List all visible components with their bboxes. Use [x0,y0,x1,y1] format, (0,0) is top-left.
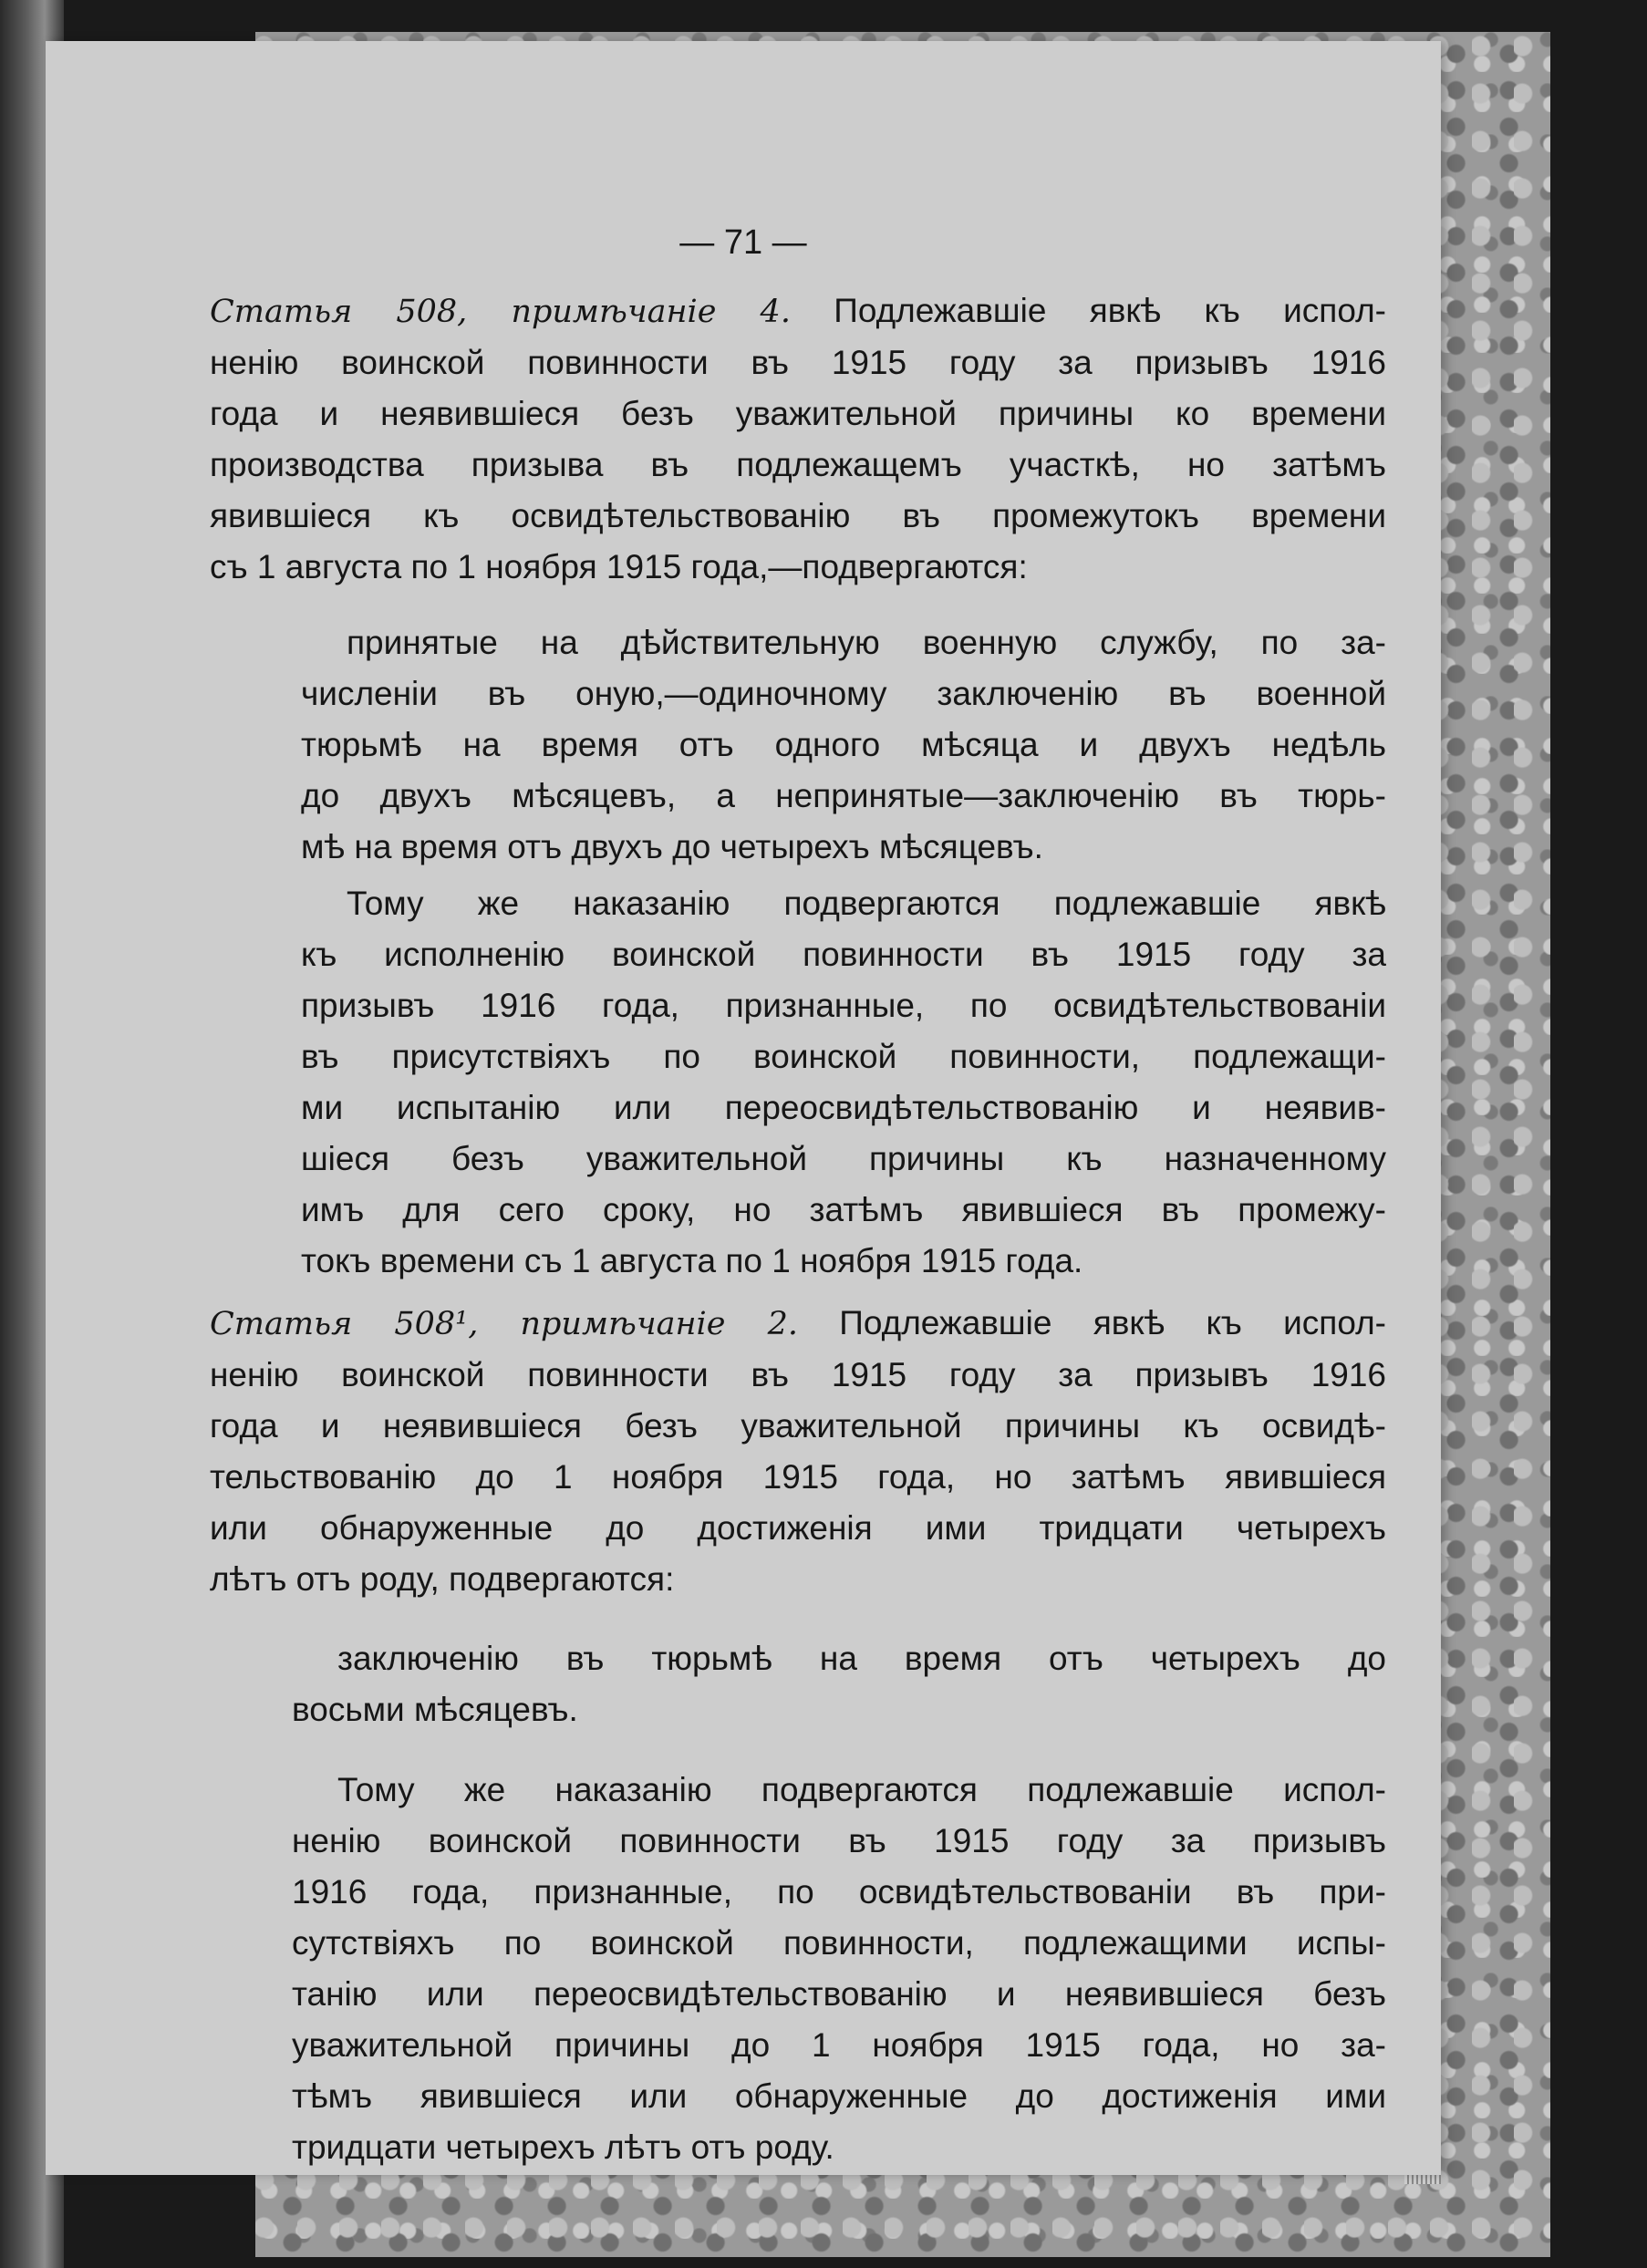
text-line: явившіеся къ освидѣтельствованію въ промежутокъ времени [210,497,1386,534]
prison-term-paragraph [292,1633,1386,1735]
article-508-1-paragraph [210,1298,1386,1605]
text-line: ненію воинской повинности въ 1915 году за призывъ [292,1822,1386,1859]
text-line: ми испытанію или переосвидѣтельствованію и неявив- [301,1089,1386,1126]
text-line: танію или переосвидѣтельствованію и неявившіеся безъ [292,1975,1386,2013]
text-line: тридцати четырехъ лѣтъ отъ роду. [292,2128,834,2166]
text-line: токъ времени съ 1 августа по 1 ноября 1915 года. [301,1242,1083,1279]
penalty-paragraph [301,617,1386,873]
text-line: ненію воинской повинности въ 1915 году за призывъ 1916 [210,1356,1386,1393]
text-line: лѣтъ отъ роду, подвергаются: [210,1560,675,1598]
text-line: уважительной причины до 1 ноября 1915 года, но за- [292,2026,1386,2064]
text-line: восьми мѣсяцевъ. [292,1691,578,1728]
text-line: Статья 508, примѣчаніе 4. Подлежавшіе явкѣ къ испол- [210,292,1386,330]
text-line: 1916 года, признанные, по освидѣтельствованіи въ при- [292,1873,1386,1911]
book-page [46,41,1441,2175]
page-number: — 71 — [679,223,807,262]
text-line: шіеся безъ уважительной причины къ назначенному [301,1140,1386,1177]
text-line: численіи въ оную,—одиночному заключенію въ военной [301,675,1386,712]
text-line: производства призыва въ подлежащемъ участкѣ, но затѣмъ [210,446,1386,483]
text-line: принятые на дѣйствительную военную службу, по за- [347,624,1386,661]
text-line: имъ для сего сроку, но затѣмъ явившіеся въ промежу- [301,1191,1386,1228]
same-penalty-paragraph-2 [292,1765,1386,2173]
text-line: ненію воинской повинности въ 1915 году за призывъ 1916 [210,344,1386,381]
text-line: къ исполненію воинской повинности въ 1915 году за [301,936,1386,973]
text-line: сутствіяхъ по воинской повинности, подлежащими испы- [292,1924,1386,1962]
text-line: тѣмъ явившіеся или обнаруженные до достиженія ими [292,2077,1386,2115]
text-line: Тому же наказанію подвергаются подлежавшіе явкѣ [347,885,1386,922]
text-line: тюрьмѣ на время отъ одного мѣсяца и двухъ недѣль [301,726,1386,763]
text-line: съ 1 августа по 1 ноября 1915 года,—подвергаются: [210,548,1028,585]
text-line: Статья 508¹, примѣчаніе 2. Подлежавшіе явкѣ къ испол- [210,1304,1386,1342]
text-line: до двухъ мѣсяцевъ, а непринятые—заключенію въ тюрь- [301,777,1386,814]
article-heading: Статья 508¹, примѣчаніе 2. [210,1306,798,1342]
text-line: Тому же наказанію подвергаются подлежавшіе испол- [337,1771,1386,1808]
text-line: или обнаруженные до достиженія ими тридцати четырехъ [210,1509,1386,1547]
text-line: мѣ на время отъ двухъ до четырехъ мѣсяцевъ. [301,828,1043,865]
text-line: тельствованію до 1 ноября 1915 года, но затѣмъ явившіеся [210,1458,1386,1496]
text-line: заключенію въ тюрьмѣ на время отъ четырехъ до [337,1640,1386,1677]
article-heading: Статья 508, примѣчаніе 4. [210,294,791,330]
text-line: года и неявившіеся безъ уважительной причины къ освидѣ- [210,1407,1386,1445]
same-penalty-paragraph [301,878,1386,1287]
text-line: призывъ 1916 года, признанные, по освидѣтельствованіи [301,987,1386,1024]
text-line: въ присутствіяхъ по воинской повинности, подлежащи- [301,1038,1386,1075]
article-508-paragraph [210,285,1386,593]
text-line: года и неявившіеся безъ уважительной причины ко времени [210,395,1386,432]
